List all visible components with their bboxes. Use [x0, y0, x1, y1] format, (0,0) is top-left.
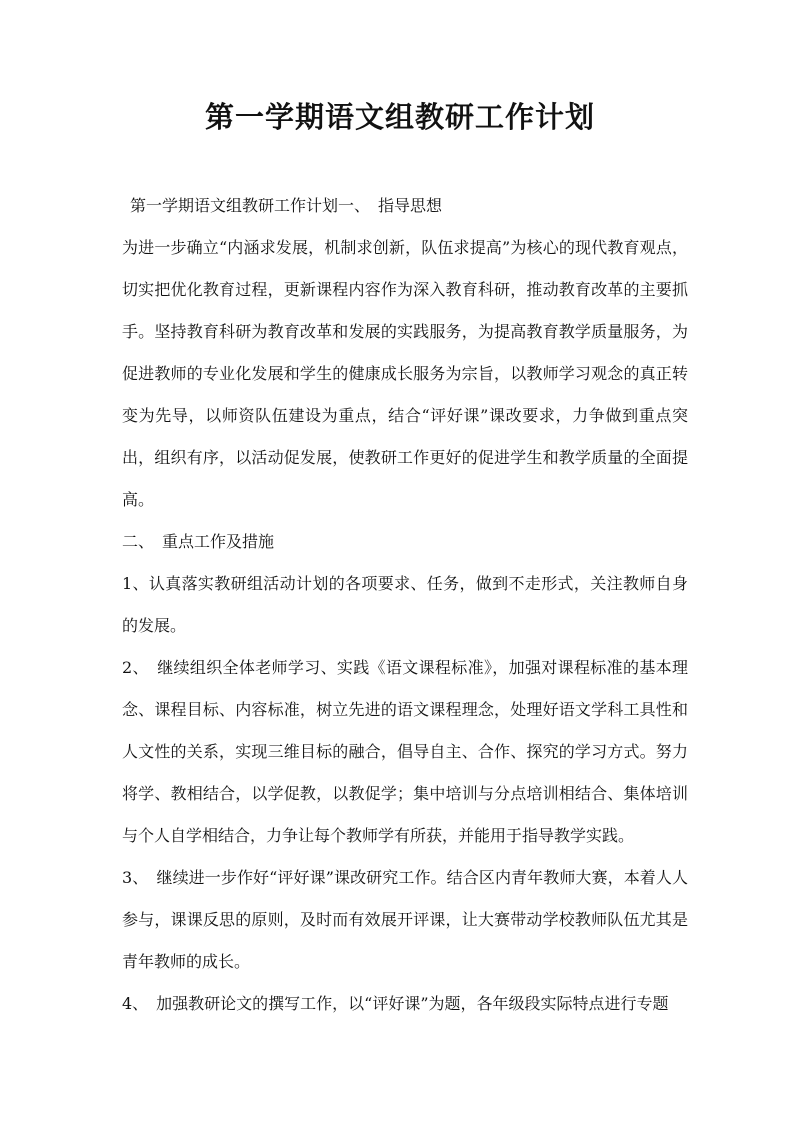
page-title: 第一学期语文组教研工作计划	[204, 100, 595, 134]
paragraph-guiding-ideology: 为进一步确立“内涵求发展，机制求创新，队伍求提高”为核心的现代教育观点，切实把优化教育过程，更新课程内容作为深入教育科研，推动教育改革的主要抓手。坚持教育科研为教育改革和发展的实践服务，为提高教育教学质量服务，为促进教师的专业化发展和学生的健康成长服务为宗旨，以教师学习观念的真正转变为先导，以师资队伍建设为重点，结合“评好课”课改要求，力争做到重点突出，组织有序，以活动促发展，使教研工作更好的促进学生和教学质量的全面提高。	[122, 238, 688, 509]
paragraph-item-4: 4、 加强教研论文的撰写工作，以“评好课”为题，各年级段实际特点进行专题	[122, 994, 669, 1013]
paragraph-item-2: 2、 继续组织全体老师学习、实践《语文课程标准》，加强对课程标准的基本理念、课程目标、内容标准，树立先进的语文课程理念，处理好语文学科工具性和人文性的关系，实现三维目标的融合，倡导自主、合作、探究的学习方式。努力将学、教相结合，以学促教，以教促学；集中培训与分点培训相结合、集体培训与个人自学相结合，力争让每个教师学有所获，并能用于指导教学实践。	[122, 658, 688, 845]
paragraph-item-1: 1、认真落实教研组活动计划的各项要求、任务，做到不走形式，关注教师自身的发展。	[122, 574, 688, 635]
section-heading-key-work: 二、 重点工作及措施	[122, 532, 275, 551]
paragraph-intro-heading: 第一学期语文组教研工作计划一、 指导思想	[130, 196, 443, 215]
paragraph-item-3: 3、 继续进一步作好“评好课”课改研究工作。结合区内青年教师大赛，本着人人参与，课课反思的原则，及时而有效展开评课，让大赛带动学校教师队伍尤其是青年教师的成长。	[122, 868, 688, 971]
document-body	[122, 185, 688, 1025]
